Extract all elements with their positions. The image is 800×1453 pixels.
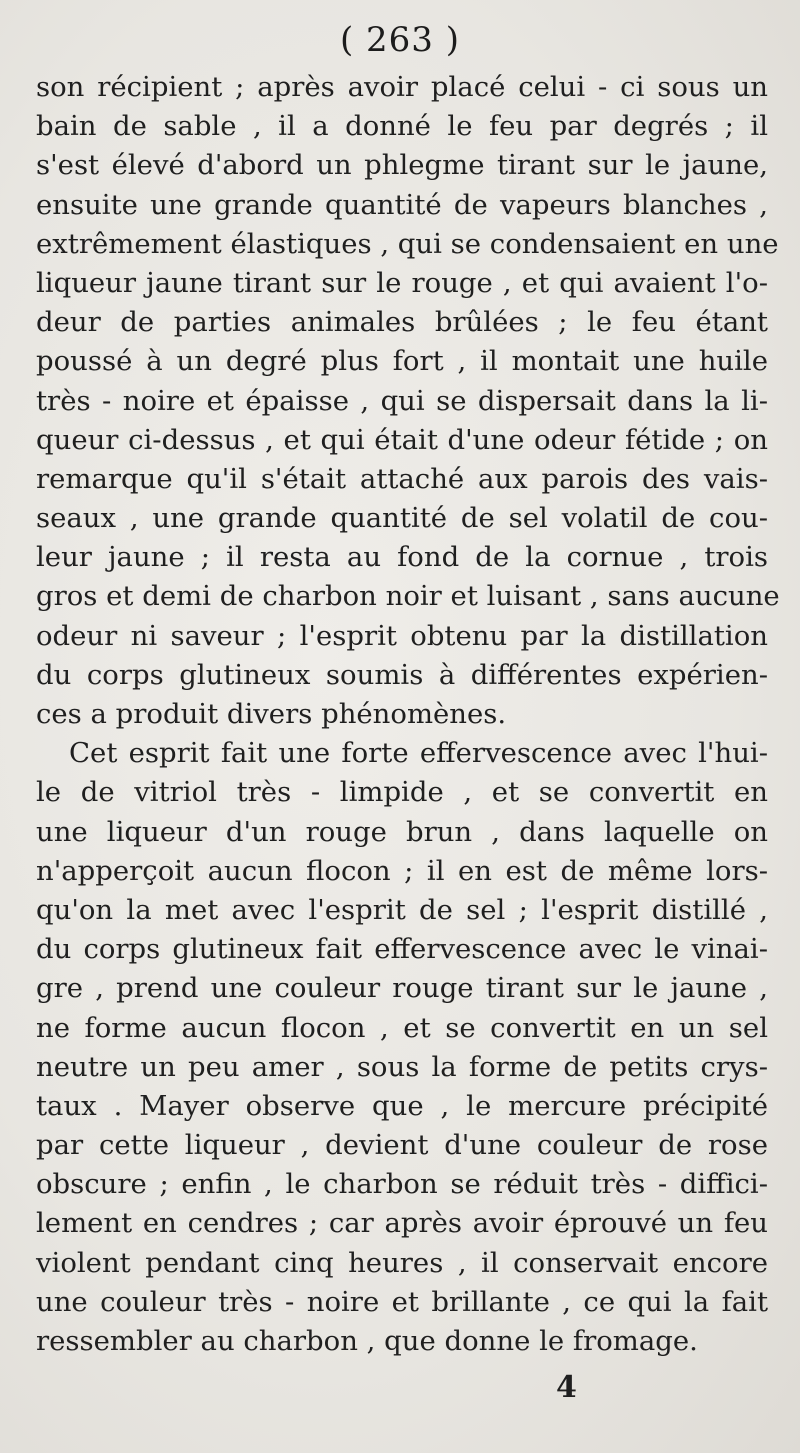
text-line: deur de parties animales brûlées ; le feu étant — [36, 306, 768, 339]
text-line: gre , prend une couleur rouge tirant sur le jaune , — [36, 972, 768, 1005]
text-line: du corps glutineux soumis à différentes expérien- — [36, 658, 768, 691]
text-line: une liqueur d'un rouge brun , dans laquelle on — [36, 815, 768, 848]
text-line: ne forme aucun flocon , et se convertit en un sel — [36, 1011, 768, 1044]
text-line: queur ci-dessus , et qui était d'une odeur fétide ; on — [36, 423, 768, 456]
paragraph-start-line: Cet esprit fait une forte effervescence avec l'hui- — [69, 737, 768, 770]
text-line: violent pendant cinq heures , il conservait encore — [36, 1246, 768, 1279]
text-line: odeur ni saveur ; l'esprit obtenu par la distillation — [36, 619, 768, 652]
paragraph-end-line: ces a produit divers phénomènes. — [36, 698, 507, 730]
text-line: lement en cendres ; car après avoir éprouvé un feu — [36, 1207, 768, 1240]
text-line: gros et demi de charbon noir et luisant , sans aucune — [36, 580, 780, 613]
text-line: le de vitriol très - limpide , et se convertit en — [36, 776, 768, 809]
text-line: une couleur très - noire et brillante , ce qui la fait — [36, 1285, 768, 1318]
text-line: seaux , une grande quantité de sel volatil de cou- — [36, 502, 768, 535]
text-line: très - noire et épaisse , qui se dispersait dans la li- — [36, 384, 768, 417]
text-line: son récipient ; après avoir placé celui - ci sous un — [36, 71, 768, 103]
page-number: ( 263 ) — [339, 20, 461, 60]
text-line: bain de sable , il a donné le feu par degrés ; il — [36, 110, 768, 143]
text-line: par cette liqueur , devient d'une couleur de rose — [36, 1129, 768, 1162]
paragraph-end-line: ressembler au charbon , que donne le fromage. — [36, 1325, 698, 1357]
text-line: liqueur jaune tirant sur le rouge , et qui avaient l'o- — [36, 266, 768, 299]
text-line: ensuite une grande quantité de vapeurs blanches , — [36, 188, 768, 221]
text-line: taux . Mayer observe que , le mercure précipité — [36, 1089, 768, 1122]
text-line: qu'on la met avec l'esprit de sel ; l'esprit distillé , — [36, 893, 768, 926]
text-line: leur jaune ; il resta au fond de la cornue , trois — [36, 541, 768, 574]
text-line: neutre un peu amer , sous la forme de petits crys- — [36, 1050, 768, 1083]
text-line: du corps glutineux fait effervescence avec le vinai- — [36, 933, 768, 966]
body-text — [36, 68, 780, 1361]
text-line: s'est élevé d'abord un phlegme tirant sur le jaune, — [36, 149, 768, 182]
signature-mark: 4 — [556, 1370, 577, 1405]
text-line: obscure ; enfin , le charbon se réduit très - diffici- — [36, 1168, 768, 1201]
text-line: poussé à un degré plus fort , il montait une huile — [36, 345, 768, 378]
text-line: remarque qu'il s'était attaché aux parois des vais- — [36, 462, 768, 495]
text-line: n'apperçoit aucun flocon ; il en est de même lors- — [36, 854, 768, 887]
text-line: extrêmement élastiques , qui se condensaient en une — [36, 227, 779, 260]
